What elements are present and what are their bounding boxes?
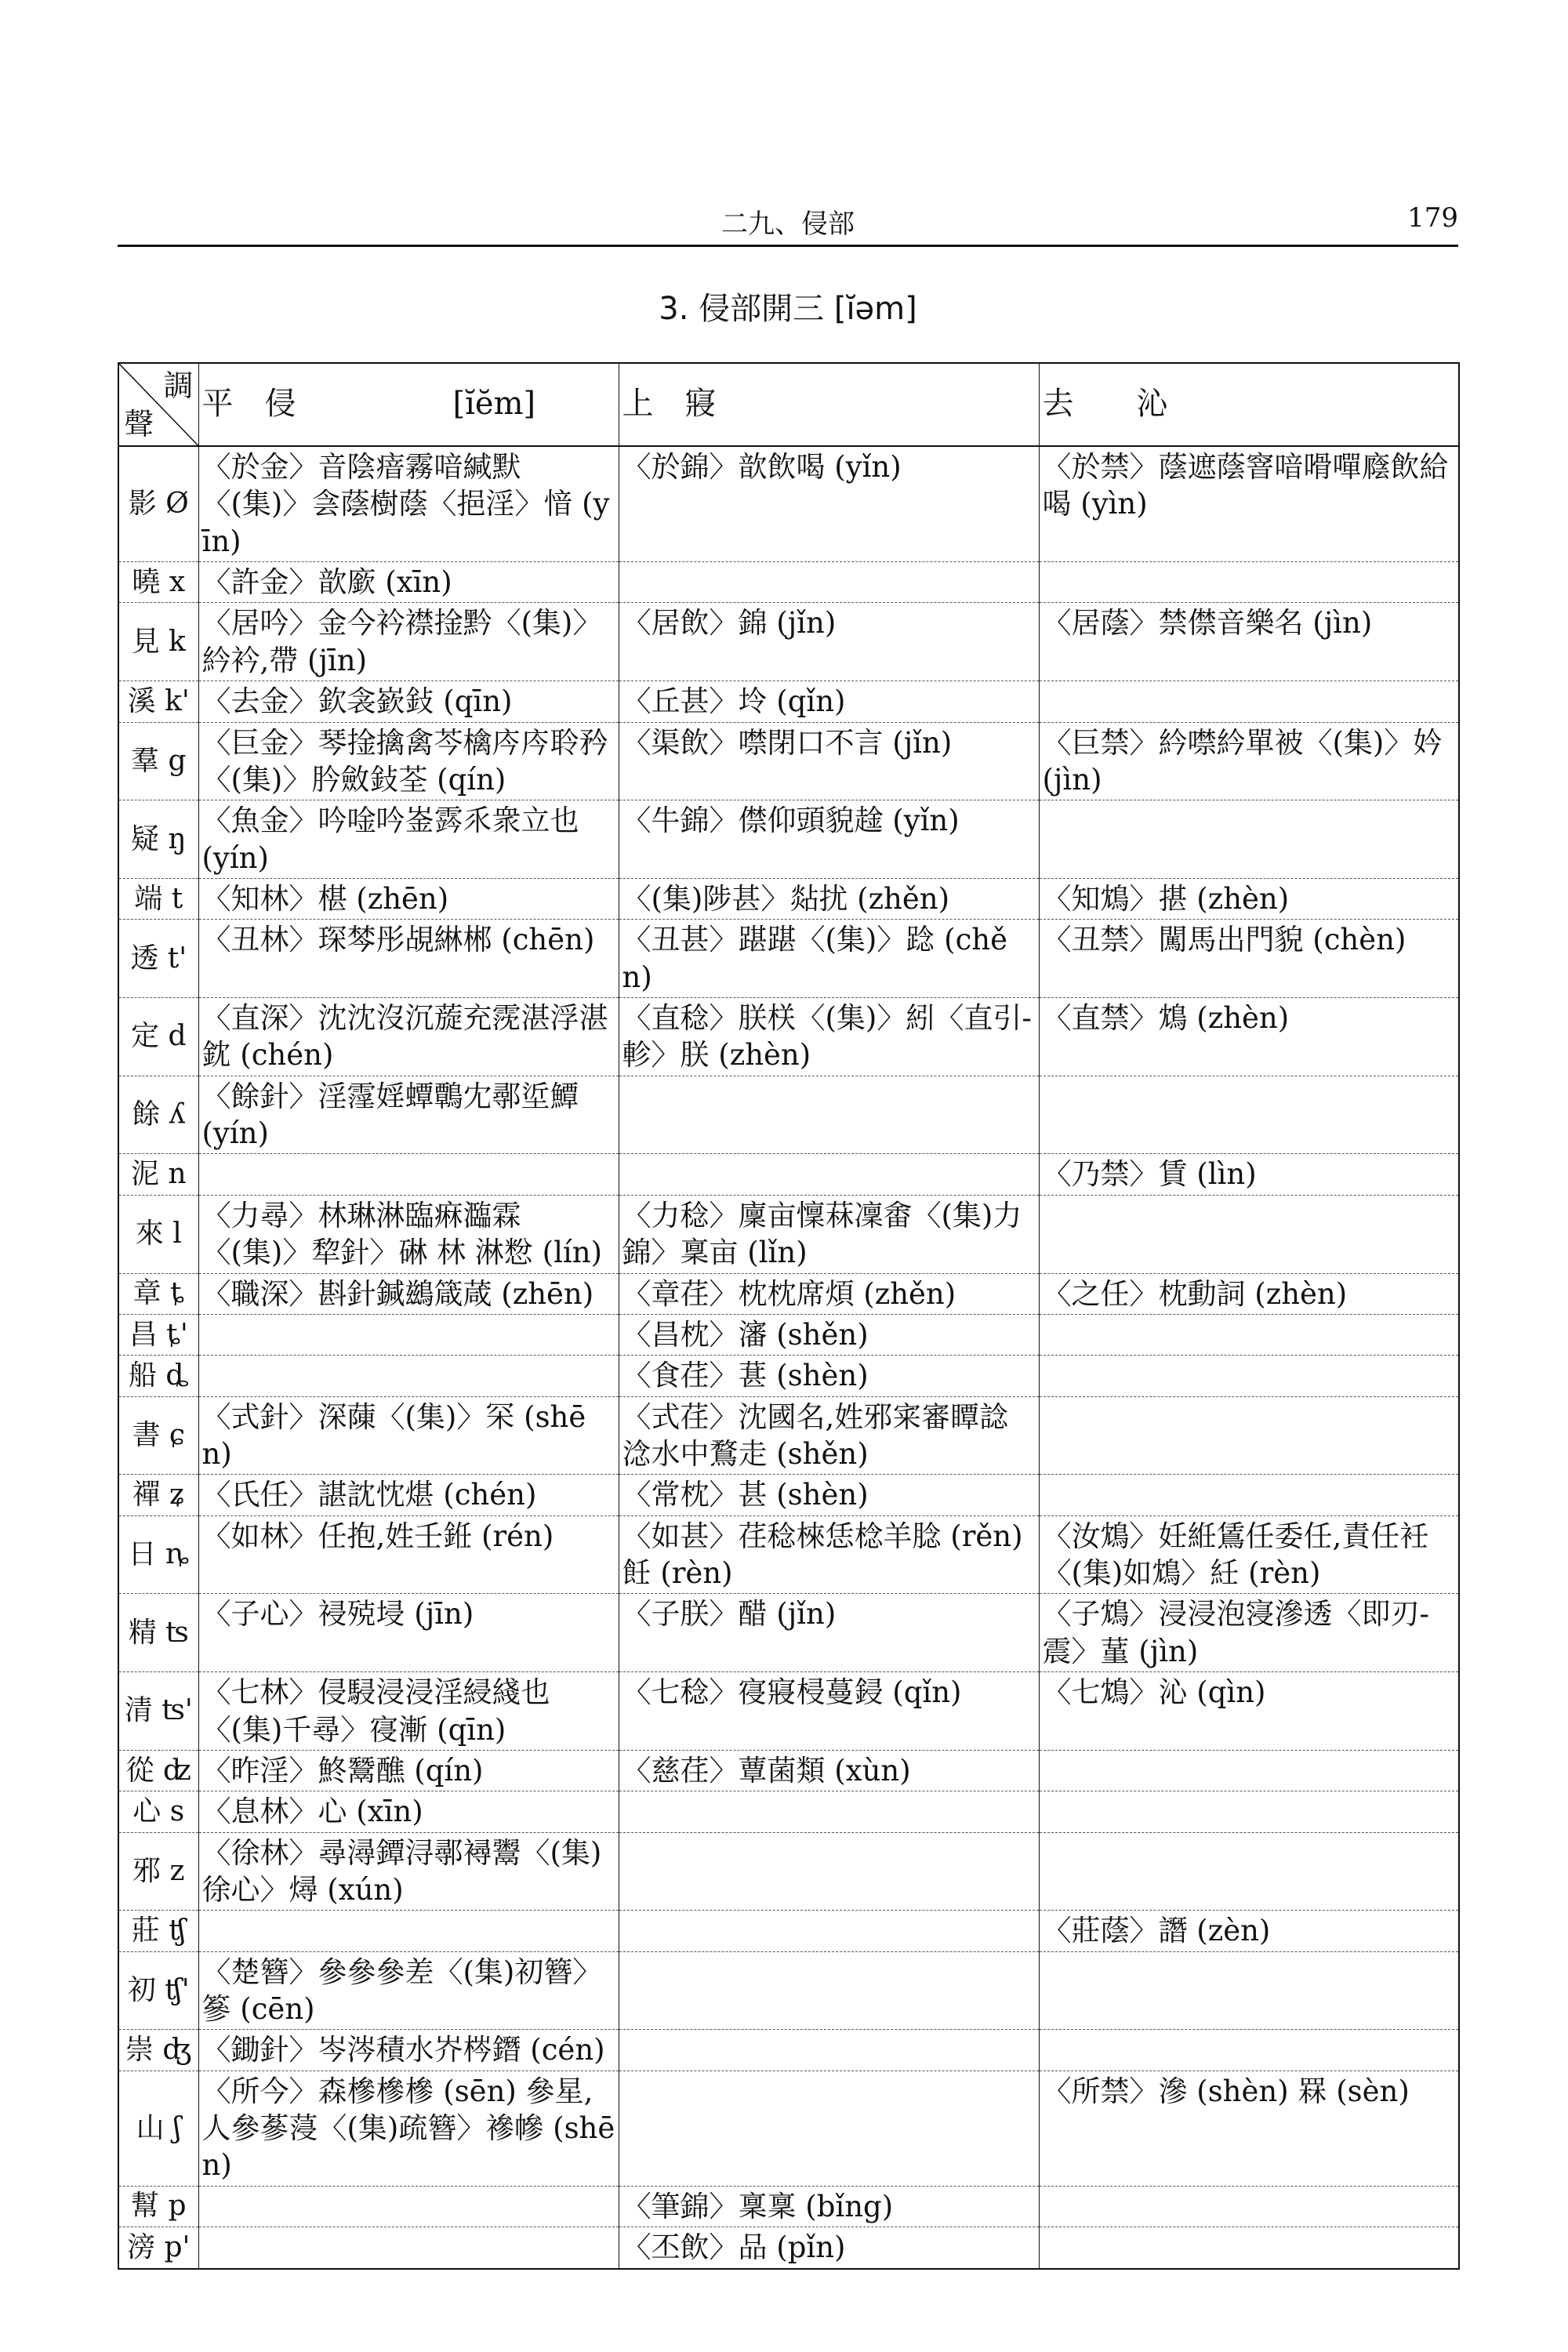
table-row (118, 1832, 1459, 1911)
shang-cell: 〈丘甚〉坽 (qǐn) (619, 681, 1039, 722)
shang-cell (619, 1791, 1039, 1832)
table-row (118, 1951, 1459, 2030)
shang-cell: 〈子朕〉醋 (jǐn) (619, 1594, 1039, 1672)
rhyme-table (118, 362, 1460, 2270)
ping-cell (198, 1356, 619, 1396)
qu-cell (1039, 1396, 1459, 1475)
initial-cell: 疑 ŋ (118, 800, 198, 879)
ping-cell (198, 1911, 619, 1951)
initial-cell: 影 Ø (118, 446, 198, 562)
initial-cell: 邪 z (118, 1832, 198, 1911)
qu-cell: 〈之任〉枕動詞 (zhèn) (1039, 1273, 1459, 1314)
qu-cell: 〈乃禁〉賃 (lìn) (1039, 1154, 1459, 1195)
ping-cell: 〈力尋〉林琳淋臨痳瀶霖〈(集)〉犂針〉碄 林 淋㥹 (lín) (198, 1195, 619, 1273)
shang-cell: 〈居飲〉錦 (jǐn) (619, 603, 1039, 681)
initial-cell: 精 ʦ (118, 1594, 198, 1672)
ping-cell (198, 1154, 619, 1195)
ping-cell: 〈鋤針〉岑涔積水岕梣鐕 (cén) (198, 2030, 619, 2071)
initial-cell: 崇 ʤ (118, 2030, 198, 2071)
shang-cell: 〈牛錦〉僸仰頭貌趛 (yǐn) (619, 800, 1039, 879)
table-row (118, 1515, 1459, 1594)
ping-cell: 〈職深〉斟針鍼鷀箴葴 (zhēn) (198, 1273, 619, 1314)
shang-cell (619, 1154, 1039, 1195)
shang-cell: 〈常枕〉甚 (shèn) (619, 1475, 1039, 1515)
initial-cell: 禪 ʑ (118, 1475, 198, 1515)
initial-cell: 昌 ȶ' (118, 1314, 198, 1355)
running-head (118, 198, 1458, 243)
table-row (118, 722, 1459, 800)
qu-cell: 〈莊蔭〉譖 (zèn) (1039, 1911, 1459, 1951)
initial-cell: 從 ʣ (118, 1750, 198, 1791)
qu-cell: 〈居蔭〉禁僸音樂名 (jìn) (1039, 603, 1459, 681)
qu-cell: 〈丑禁〉闖馬出門貌 (chèn) (1039, 920, 1459, 998)
shang-cell: 〈直稔〉朕栚〈(集)〉紖〈直引-軫〉朕 (zhèn) (619, 998, 1039, 1076)
table-row (118, 1594, 1459, 1672)
initial-cell: 船 ȡ (118, 1356, 198, 1396)
shang-cell: 〈力稔〉廩亩懍菻凜畬〈(集)力錦〉稟亩 (lǐn) (619, 1195, 1039, 1273)
qu-cell (1039, 681, 1459, 722)
column-header-ping: 平 侵 [ĭĕm] (198, 363, 619, 446)
qu-cell: 〈直禁〉鴆 (zhèn) (1039, 998, 1459, 1076)
header-rule (118, 245, 1458, 247)
qu-cell: 〈子鴆〉浸浸泡寖滲透〈即刃-震〉蓳 (jìn) (1039, 1594, 1459, 1672)
qu-cell: 〈所禁〉滲 (shèn) 罧 (sèn) (1039, 2071, 1459, 2186)
ping-cell: 〈如林〉任抱,姓壬銋 (rén) (198, 1515, 619, 1594)
qu-cell: 〈七鴆〉沁 (qìn) (1039, 1672, 1459, 1751)
ping-cell: 〈魚金〉吟唫吟崟霠乑衆立也 (yín) (198, 800, 619, 879)
initial-cell: 溪 k' (118, 681, 198, 722)
qu-cell (1039, 800, 1459, 879)
table-row (118, 998, 1459, 1076)
table-row (118, 1672, 1459, 1751)
table-row (118, 681, 1459, 722)
table-row (118, 2071, 1459, 2186)
table-row (118, 1475, 1459, 1515)
shang-cell: 〈(集)陟甚〉煔扰 (zhěn) (619, 878, 1039, 919)
ping-cell: 〈直深〉沈沈沒沉蔙充霃湛浮湛鈂 (chén) (198, 998, 619, 1076)
ping-cell: 〈於金〉音陰瘖霧喑緘默〈(集)〉侌蔭樹蔭〈挹淫〉愔 (yīn) (198, 446, 619, 562)
initial-cell: 章 ȶ (118, 1273, 198, 1314)
corner-label-initial: 聲 (124, 407, 154, 442)
shang-cell: 〈章荏〉枕枕席煩 (zhěn) (619, 1273, 1039, 1314)
ping-cell (198, 2227, 619, 2269)
table-header-row (118, 363, 1459, 446)
initial-cell: 山 ʃ (118, 2071, 198, 2186)
ping-cell: 〈楚簪〉參參參差〈(集)初簪〉篸 (cēn) (198, 1951, 619, 2030)
qu-cell (1039, 562, 1459, 603)
table-row (118, 1076, 1459, 1154)
table-row (118, 603, 1459, 681)
column-header-shang: 上 寢 (619, 363, 1039, 446)
shang-cell: 〈丕飲〉品 (pǐn) (619, 2227, 1039, 2269)
initial-cell: 定 d (118, 998, 198, 1076)
table-row (118, 800, 1459, 879)
initial-cell: 透 t' (118, 920, 198, 998)
ping-cell: 〈式針〉深蔯〈(集)〉罙 (shēn) (198, 1396, 619, 1475)
initial-cell: 書 ɕ (118, 1396, 198, 1475)
shang-cell (619, 1951, 1039, 2030)
ping-cell: 〈昨淫〉鮗鬵醮 (qín) (198, 1750, 619, 1791)
ping-cell: 〈七林〉侵駸浸浸淫綅綫也〈(集)千尋〉寑漸 (qīn) (198, 1672, 619, 1751)
shang-cell (619, 2071, 1039, 2186)
ping-cell: 〈子心〉祲殑埐 (jīn) (198, 1594, 619, 1672)
qu-cell (1039, 1750, 1459, 1791)
shang-cell: 〈慈荏〉蕈菌類 (xùn) (619, 1750, 1039, 1791)
ping-cell: 〈居吟〉金今衿襟捦黔〈(集)〉紟衿,帶 (jīn) (198, 603, 619, 681)
shang-cell (619, 1832, 1039, 1911)
table-row (118, 2030, 1459, 2071)
initial-cell: 幫 p (118, 2186, 198, 2227)
qu-cell (1039, 1314, 1459, 1355)
initial-cell: 來 l (118, 1195, 198, 1273)
qu-cell: 〈巨禁〉紟噤紟單被〈(集)〉妗 (jìn) (1039, 722, 1459, 800)
qu-cell (1039, 1475, 1459, 1515)
table-row (118, 2186, 1459, 2227)
corner-label-tone: 調 (163, 368, 194, 403)
shang-cell: 〈丑甚〉踸踸〈(集)〉踗 (chěn) (619, 920, 1039, 998)
shang-cell (619, 1911, 1039, 1951)
ping-cell (198, 2186, 619, 2227)
shang-cell: 〈筆錦〉稟稟 (bǐng) (619, 2186, 1039, 2227)
qu-cell (1039, 2227, 1459, 2269)
initial-cell: 日 ȵ (118, 1515, 198, 1594)
table-row (118, 1911, 1459, 1951)
table-row (118, 2227, 1459, 2269)
table-row (118, 1273, 1459, 1314)
qu-cell: 〈知鴆〉揕 (zhèn) (1039, 878, 1459, 919)
table-row (118, 1396, 1459, 1475)
ping-cell: 〈息林〉心 (xīn) (198, 1791, 619, 1832)
table-row (118, 1195, 1459, 1273)
shang-cell: 〈如甚〉荏稔棶恁棯羊腍 (rěn) 飪 (rèn) (619, 1515, 1039, 1594)
column-header-qu: 去 沁 (1039, 363, 1459, 446)
initial-cell: 清 ʦ' (118, 1672, 198, 1751)
running-title: 二九、侵部 (721, 209, 855, 240)
ping-cell: 〈餘針〉淫霪婬蟫鷣冘鄩垽鱏 (yín) (198, 1076, 619, 1154)
ping-cell: 〈徐林〉尋潯鐔浔鄩襑鬻〈(集)徐心〉燖 (xún) (198, 1832, 619, 1911)
initial-cell: 初 ʧ' (118, 1951, 198, 2030)
ping-cell: 〈知林〉椹 (zhēn) (198, 878, 619, 919)
table-row (118, 1314, 1459, 1355)
qu-cell: 〈汝鴆〉妊絍鵀任委任,責任衽〈(集)如鴆〉紝 (rèn) (1039, 1515, 1459, 1594)
qu-cell: 〈於禁〉蔭遮蔭窨喑嗗嘽廕飲給喝 (yìn) (1039, 446, 1459, 562)
shang-cell: 〈七稔〉寑寢梫蔓鋟 (qǐn) (619, 1672, 1039, 1751)
ping-cell: 〈所今〉森槮槮槮 (sēn) 參星,人參蔘蓡〈(集)疏簪〉襂幓 (shēn) (198, 2071, 619, 2186)
table-corner-cell (118, 363, 198, 446)
shang-cell: 〈式荏〉沈國名,姓邪宷審瞫諗淰水中鶩走 (shěn) (619, 1396, 1039, 1475)
table-row (118, 1750, 1459, 1791)
initial-cell: 莊 ʧ (118, 1911, 198, 1951)
shang-cell (619, 562, 1039, 603)
ping-cell (198, 1314, 619, 1355)
shang-cell: 〈食荏〉葚 (shèn) (619, 1356, 1039, 1396)
shang-cell (619, 2030, 1039, 2071)
initial-cell: 滂 p' (118, 2227, 198, 2269)
initial-cell: 泥 n (118, 1154, 198, 1195)
table-row (118, 1154, 1459, 1195)
shang-cell: 〈昌枕〉瀋 (shěn) (619, 1314, 1039, 1355)
qu-cell (1039, 1195, 1459, 1273)
initial-cell: 端 t (118, 878, 198, 919)
shang-cell: 〈渠飲〉噤閉口不言 (jǐn) (619, 722, 1039, 800)
initial-cell: 心 s (118, 1791, 198, 1832)
table-row (118, 920, 1459, 998)
rhyme-table-wrapper (118, 362, 1458, 2270)
ping-cell: 〈巨金〉琴捦擒禽芩檎庈庈聆矜〈(集)〉肣斂鈙荃 (qín) (198, 722, 619, 800)
qu-cell (1039, 1951, 1459, 2030)
qu-cell (1039, 2030, 1459, 2071)
section-title: 3. 侵部開三 [ĭəm] (659, 291, 917, 327)
ping-cell: 〈去金〉欽衾嶔鈙 (qīn) (198, 681, 619, 722)
initial-cell: 羣 g (118, 722, 198, 800)
qu-cell (1039, 1356, 1459, 1396)
page-number: 179 (1407, 202, 1458, 234)
table-row (118, 878, 1459, 919)
shang-cell: 〈於錦〉歆飲喝 (yǐn) (619, 446, 1039, 562)
shang-cell (619, 1076, 1039, 1154)
qu-cell (1039, 2186, 1459, 2227)
qu-cell (1039, 1076, 1459, 1154)
ping-cell: 〈許金〉歆廞 (xīn) (198, 562, 619, 603)
rhyme-table-body (118, 363, 1459, 2269)
table-row (118, 1791, 1459, 1832)
ping-cell: 〈氏任〉諶訦忱煁 (chén) (198, 1475, 619, 1515)
table-row (118, 446, 1459, 562)
qu-cell (1039, 1832, 1459, 1911)
initial-cell: 曉 x (118, 562, 198, 603)
initial-cell: 餘 ʎ (118, 1076, 198, 1154)
initial-cell: 見 k (118, 603, 198, 681)
table-row (118, 1356, 1459, 1396)
table-row (118, 562, 1459, 603)
ping-cell: 〈丑林〉琛棽彤覘綝郴 (chēn) (198, 920, 619, 998)
qu-cell (1039, 1791, 1459, 1832)
